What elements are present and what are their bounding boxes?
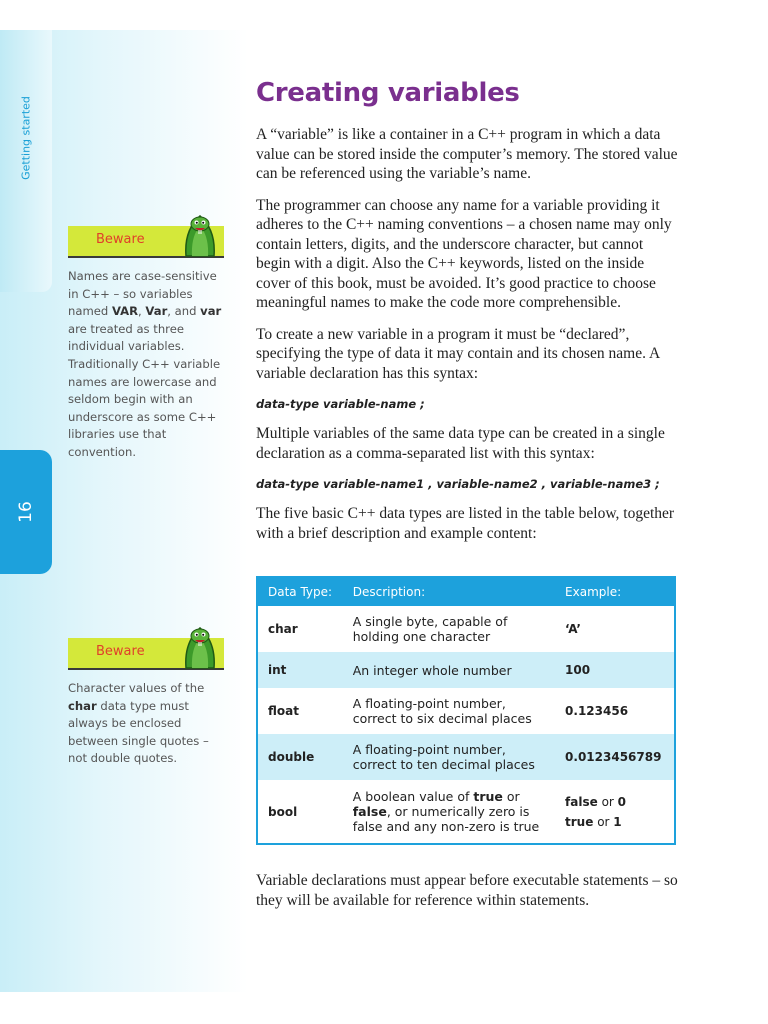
beware-keyword: char [68,698,97,713]
description-cell: An integer whole number [343,652,555,688]
description-keyword: true [473,789,503,804]
syntax-multiple-declaration: data-type variable-name1 , variable-name2 , variable-name3 ; [256,477,660,491]
beware-text-part: Character values of the [68,681,205,695]
beware-keyword: var [200,304,222,319]
section-tab [0,30,52,292]
beware-text-part: , and [167,304,201,319]
paragraph-naming-conventions: The programmer can choose any name for a variable providing it adheres to the C++ naming conventions – a chosen name may only contain letters, digits, and the underscore character, but cannot begin with a digit. Also the C++ keywords, listed on the inside cover of this book, must be avoided. It’s good practice to choose meaningful names to make the code more comprehensible. [256,196,672,311]
paragraph-multiple-variables: Multiple variables of the same data type can be created in a single declaration as a comma-separated list with this syntax: [256,425,665,462]
beware-keyword: Var [145,304,168,319]
table-row [257,734,675,780]
section-label: Getting started [19,96,33,180]
paragraph-declaration-order: Variable declarations must appear before executable statements – so they will be available for reference within statements. [256,872,678,909]
beware-title: Beware [96,232,145,247]
type-cell: int [257,652,343,688]
example-part: or [593,814,614,829]
table-header-row [257,577,675,606]
description-keyword: false [352,804,387,819]
cobra-icon [178,622,222,670]
example-keyword: true [565,814,594,829]
table-header: Example: [555,577,675,606]
table-header: Description: [343,577,555,606]
example-keyword: 0 [617,794,627,809]
example-cell: ‘A’ [565,622,581,636]
paragraph-declaration: To create a new variable in a program it must be “declared”, specifying the type of data it may contain and its chosen name. A variable declaration has this syntax: [256,325,660,382]
type-cell: bool [268,804,298,819]
beware-text-part: , [138,304,146,319]
page-title: Creating variables [256,78,520,108]
paragraph-variable-intro: A “variable” is like a container in a C++ program in which a data value can be stored inside the computer’s memory. The stored value can be referenced using the variable’s name. [256,126,678,182]
page-top-margin [0,0,768,30]
main-column [256,78,680,543]
beware-keyword: VAR [111,304,139,319]
table-row [257,688,675,734]
beware-text-part: Names are case-sensitive in C++ – so variables named [68,269,217,319]
beware-text [68,680,224,768]
type-cell: double [257,734,343,780]
beware-text-part: are treated as three individual variables. Traditionally C++ variable names are lowercase and seldom begin with an underscore as some C++ libraries use that convention. [68,321,221,459]
example-cell: 0.123456 [565,704,629,718]
table-row [257,606,675,652]
example-cell: 0.0123456789 [555,734,675,780]
description-part: , or numerically zero is false and any non-zero is true [352,804,540,834]
type-cell: float [268,704,299,718]
beware-text-part: data type must always be enclosed between single quotes – not double quotes. [68,698,209,766]
beware-banner [68,638,224,670]
page-number-tab [0,450,52,574]
example-cell [555,780,675,844]
syntax-single-declaration: data-type variable-name ; [256,397,425,411]
example-keyword: 1 [613,814,622,829]
example-cell: 100 [555,652,675,688]
data-types-table [256,576,676,845]
table-header: Data Type: [257,577,343,606]
cobra-icon [178,210,222,258]
beware-banner [68,226,224,258]
description-part: A boolean value of [352,789,474,804]
example-part: or [597,794,618,809]
beware-callout-char-quotes [68,638,224,768]
description-cell: A floating-point number, correct to ten decimal places [343,734,555,780]
page-number: 16 [16,501,36,523]
paragraph-data-types: The five basic C++ data types are listed in the table below, together with a brief description and example content: [256,505,675,542]
table-row [257,652,675,688]
description-part: or [502,789,520,804]
description-cell: A single byte, capable of holding one character [352,614,508,644]
example-keyword: false [565,794,598,809]
description-cell [343,780,555,844]
beware-callout-case-sensitivity [68,226,224,462]
beware-title: Beware [96,644,145,659]
beware-text [68,268,224,462]
description-cell: A floating-point number, correct to six decimal places [352,696,532,726]
type-cell: char [268,622,298,636]
table-row [257,780,675,844]
